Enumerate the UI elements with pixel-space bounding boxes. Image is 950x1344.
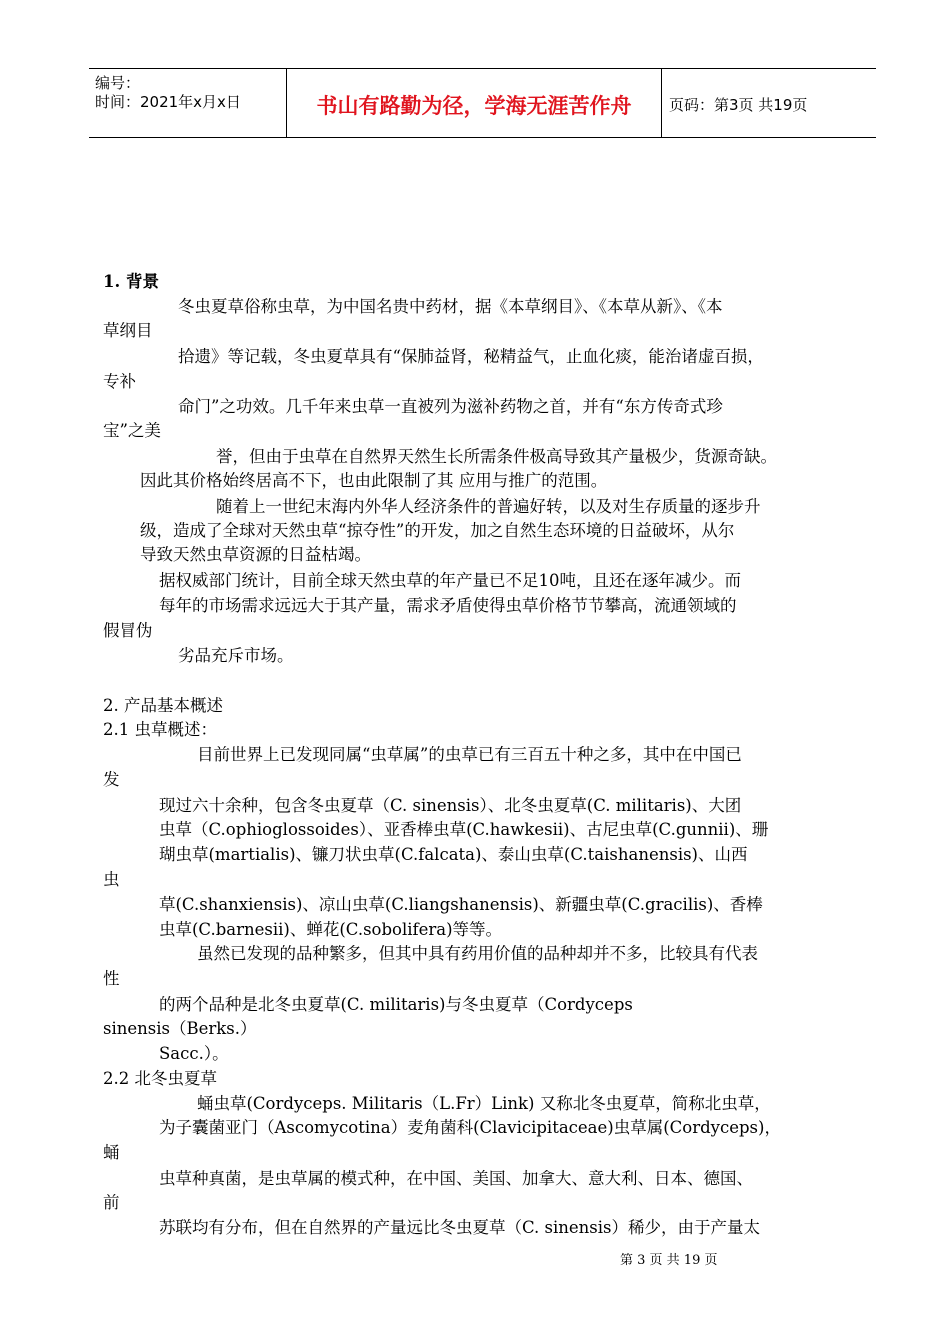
paragraph-line: 据权威部门统计，目前全球天然虫草的年产量已不足10吨，且还在逐年减少。而 [159, 571, 741, 590]
paragraph-line: 目前世界上已发现同属“虫草属”的虫草已有三百五十种之多，其中在中国已 [197, 745, 742, 764]
paragraph-line: 假冒伪 [103, 621, 153, 640]
paragraph-line: 冬虫夏草俗称虫草，为中国名贵中药材，据《本草纲目》、《本草从新》、《本 [178, 297, 723, 316]
paragraph-line: Sacc.）。 [159, 1044, 229, 1063]
paragraph-line: 草(C.shanxiensis)、凉山虫草(C.liangshanensis)、新疆虫草(C.gracilis)、香棒 [159, 895, 763, 914]
paragraph-line: 专补 [103, 372, 136, 391]
time-label: 时间：2021年x月x日 [95, 93, 241, 111]
page-number-label: 页码：第3页 共19页 [669, 96, 808, 114]
paragraph-line: 虫草种真菌，是虫草属的模式种，在中国、美国、加拿大、意大利、日本、德国、 [159, 1169, 753, 1188]
paragraph-line: 发 [103, 770, 120, 789]
paragraph-line: 为子囊菌亚门（Ascomycotina）麦角菌科(Clavicipitaceae)虫草属(Cordyceps)， [159, 1118, 781, 1137]
header-motto-cell [286, 69, 662, 137]
paragraph-line: 因此其价格始终居高不下，也由此限制了其 应用与推广的范围。 [140, 471, 608, 490]
paragraph-line: 性 [103, 969, 120, 988]
header-right-cell [661, 69, 876, 137]
paragraph-line: sinensis（Berks.） [103, 1019, 257, 1038]
paragraph-line: 虫草(C.barnesii)、蝉花(C.sobolifera)等等。 [159, 920, 503, 939]
paragraph-line: 瑚虫草(martialis)、镰刀状虫草(C.falcata)、泰山虫草(C.taishanensis)、山西 [159, 845, 748, 864]
paragraph-line: 苏联均有分布，但在自然界的产量远比冬虫夏草（C. sinensis）稀少，由于产量太 [159, 1218, 761, 1237]
paragraph-line: 命门”之功效。几千年来虫草一直被列为滋补药物之首，并有“东方传奇式珍 [178, 397, 723, 416]
paragraph-line: 虫 [103, 870, 120, 889]
paragraph-line: 前 [103, 1193, 120, 1212]
paragraph-line: 劣品充斥市场。 [178, 646, 294, 665]
serial-label: 编号： [95, 74, 141, 92]
section-heading-overview: 2. 产品基本概述 [103, 696, 223, 715]
header-left-cell [89, 69, 286, 137]
paragraph-line: 随着上一世纪末海内外华人经济条件的普遍好转，以及对生存质量的逐步升 [216, 497, 761, 516]
paragraph-line: 级，造成了全球对天然虫草“掠夺性”的开发，加之自然生态环境的日益破坏，从尔 [140, 521, 735, 540]
paragraph-line: 虽然已发现的品种繁多，但其中具有药用价值的品种却并不多，比较具有代表 [197, 944, 758, 963]
motto-text: 书山有路勤为径，学海无涯苦作舟 [316, 94, 632, 118]
paragraph-line: 宝”之美 [103, 421, 161, 440]
paragraph-line: 每年的市场需求远远大于其产量，需求矛盾使得虫草价格节节攀高，流通领域的 [159, 596, 737, 615]
page-footer: 第 3 页 共 19 页 [620, 1253, 718, 1268]
paragraph-line: 虫草（C.ophioglossoides）、亚香棒虫草(C.hawkesii)、古尼虫草(C.gunnii)、珊 [159, 820, 769, 839]
paragraph-line: 蛹 [103, 1143, 120, 1162]
subsection-heading-2-1: 2.1 虫草概述： [103, 720, 217, 739]
subsection-heading-2-2: 2.2 北冬虫夏草 [103, 1069, 217, 1088]
page-header [89, 68, 876, 138]
paragraph-line: 现过六十余种，包含冬虫夏草（C. sinensis）、北冬虫夏草(C. militaris)、大团 [159, 796, 742, 815]
paragraph-line: 导致天然虫草资源的日益枯竭。 [140, 545, 371, 564]
paragraph-line: 的两个品种是北冬虫夏草(C. militaris)与冬虫夏草（Cordyceps [159, 995, 633, 1014]
paragraph-line: 拾遗》等记载，冬虫夏草具有“保肺益肾，秘精益气，止血化痰，能治诸虚百损， [178, 347, 764, 366]
paragraph-line: 誉，但由于虫草在自然界天然生长所需条件极高导致其产量极少，货源奇缺。 [216, 447, 777, 466]
section-heading-background: 1. 背景 [103, 272, 159, 291]
paragraph-line: 蛹虫草(Cordyceps. Militaris（L.Fr）Link) 又称北冬虫夏草，简称北虫草， [197, 1094, 771, 1113]
paragraph-line: 草纲目 [103, 321, 153, 340]
